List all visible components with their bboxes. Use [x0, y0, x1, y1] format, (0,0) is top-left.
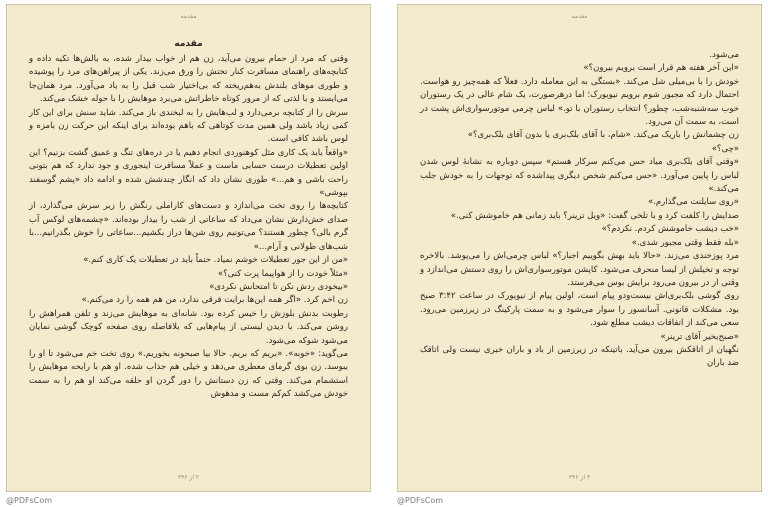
- paragraph: رطوبت بدنش بلوزش را خیس کرده بود. شانه‌ای به موهایش می‌زند و تلفن همراهش را روشن می‌کند. با دیدن لیستی از پیام‌هایی که بلافاصله روی صفحه کوچک گوشی نمایان می‌شود شوکه می‌شود.: [29, 308, 348, 346]
- page-number: ۳ از ۳۴۶: [568, 474, 591, 481]
- paragraph: زن چشمانش را باریک می‌کند. «شام، با آقای بلک‌بری یا بدون آقای بلک‌بری؟»: [467, 130, 739, 141]
- paragraph: نگهبان از اتاقکش بیرون می‌آید. باتینکه در زیرزمین از باد و باران خبری نیست ولی اتاقک ضد باران: [420, 344, 739, 369]
- paragraph: مرد پوزخندی می‌زند. «حالا باید بهش بگوییم اجبار؟» لباس چرمی‌اش را می‌پوشد. بالاخره توجه و تخیلش از لیسا منحرف می‌شود. کاپشن موتورسواری‌اش را روی دستش می‌اندازد و وقتی از در بیرون می‌رود برایش بوس می‌فرستد.: [420, 251, 739, 288]
- paragraph: کتابچه‌ها را روی تخت می‌اندازد و دست‌های کاراملی رنگش را زیر سرش می‌گذارد، از صدای خش‌دارش نشان می‌داد که ساعاتی از شب را بیدار بوده‌اند. «چشمه‌های لوکس آب گرم بالی؟ چطور هستند؟ می‌تونیم روی شن‌ها دراز بکشیم...ساعاتی را خوش بگذرانیم...با شب‌های طولانی و آرام...»: [29, 201, 348, 252]
- watermark-text: @PDFsCom: [6, 496, 53, 505]
- page-number: ۲ از ۳۴۶: [177, 474, 200, 481]
- paragraph: «چی؟»: [711, 143, 739, 154]
- left-page: [6, 4, 371, 492]
- paragraph: «وقتی آقای بلک‌بری میاد حس می‌کنم سرکار هستم» سپس دوباره به نشانهٔ لوس شدن لباس را پایین می‌آورد. «حس می‌کنم شخص دیگری پیداشده که توجهات را به خودش جلب می‌کند.»: [420, 157, 739, 195]
- watermark-text: @PDFsCom: [397, 496, 444, 505]
- right-page: [397, 4, 762, 492]
- paragraph: «مثلاً خودت را از هواپیما پرت کنی؟»: [217, 268, 348, 279]
- paragraph: خودش را با بی‌میلی شل می‌کند. «بستگی به این معامله دارد. فعلاً که همه‌چیز رو هواست. احتمال دارد که مجبور شوم برویم نیویورک؛ اما درهرصورت، یک شام عالی در یک رستوران خوب سه‌شنبه‌شب، چطور؟ انتخاب رستوران با تو.» لباس چرمی موتورسواری‌اش پشت در است، به سمت آن می‌رود.: [420, 76, 739, 128]
- running-header: مقدمه: [571, 13, 588, 20]
- page-body: [420, 49, 739, 371]
- paragraph: «روی سایلنت می‌گذارم.»: [647, 197, 739, 208]
- paragraph: «خب دیشب خاموشش کردم. نکردم؟»: [601, 224, 739, 235]
- paragraph: روی گوشی بلک‌بری‌اش بیست‌ودو پیام است، اولین پیام از نیویورک در ساعت ۳:۴۲ صبح بود. مشکلات قانونی. آسانسور را سوار می‌شود و به سمت پارکینگ در زیرزمین می‌رود. سعی می‌کند از اتفاقات دیشب مطلع شود.: [420, 291, 739, 329]
- paragraph: می‌شود.: [709, 50, 739, 60]
- running-header: مقدمه: [180, 13, 197, 20]
- paragraph: زن اخم کرد. «اگر همه این‌ها برایت فرقی ندارد، من هم همه را رد می‌کنم.»: [81, 295, 348, 306]
- paragraph: «صبح‌بخیر آقای ترینر»: [660, 331, 739, 342]
- paragraph: «بله فقط وقتی مجبور شدی.»: [631, 237, 739, 248]
- paragraph: صدایش را کلفت کرد و با تلخی گفت: «ویل ترینر؟ باید زمانی هم خاموشش کنی.»: [450, 210, 739, 221]
- page-body: [29, 53, 348, 402]
- paragraph: وقتی که مرد از حمام بیرون می‌آید، زن هم از خواب بیدار شده، به بالش‌ها تکیه داده و کتابچه‌های راهنمای مسافرت کنار تختش را ورق می‌زند. یکی از پیراهن‌های مرد را پوشیده و طوری موهای بلندش به‌هم‌ریخته که بی‌اختیار شب قبل را به یاد می‌آورد. مرد همان‌جا می‌ایستد و با لذتی که از مرور کوتاه خاطراتش می‌برد موهایش را با حوله خشک می‌کند.: [29, 54, 348, 105]
- paragraph: «این آخر هفته هم قرار است برویم بیرون؟»: [583, 63, 739, 74]
- paragraph: «واقعاً باید یک کاری مثل کوهنوردی انجام دهیم یا در دره‌های تنگ و عمیق گشت بزنیم؟ این اولین تعطیلات درست حسابی ماست و عملاً مسافرت اینجوری و جود ندارد که هم بتونی راحت باشی و هم...» طوری نشان داد که انگار چندشش شده و ادامه داد «پشم گوسفند بپوشی»: [29, 147, 348, 199]
- paragraph: سرش را از کتابچه برمی‌دارد و لب‌هایش را به لبخندی باز می‌کند. شاید سنش برای این کار کمی زیاد باشد ولی همین مدت کوتاهی که باهم بوده‌اند برای اینکه این حرکت زن بامزه و لوس باشد کافی است.: [29, 107, 348, 145]
- paragraph: می‌گوید: «خوبه». «بریم که بریم. حالا بیا صبحونه بخوریم.» روی تخت خم می‌شود تا او را ببوسد. زن بوی گرمای معطری می‌دهد و خیلی هم جذاب شده. او هم با رایحه موهایش را استشمام می‌کند. وقتی که زن دستانش را دور گردن او حلقه می‌کند او هم را به سمت خودش می‌کشد کم‌کم مست و مدهوش: [29, 348, 348, 400]
- paragraph: «من از این جور تعطیلات خوشم نمیاد. حتماً باید در تعطیلات یک کاری کنم.»: [83, 255, 348, 266]
- chapter-title: مقدمه: [174, 39, 203, 49]
- paragraph: «بیخودی ردش نکن تا امتحانش نکردی»: [209, 281, 348, 292]
